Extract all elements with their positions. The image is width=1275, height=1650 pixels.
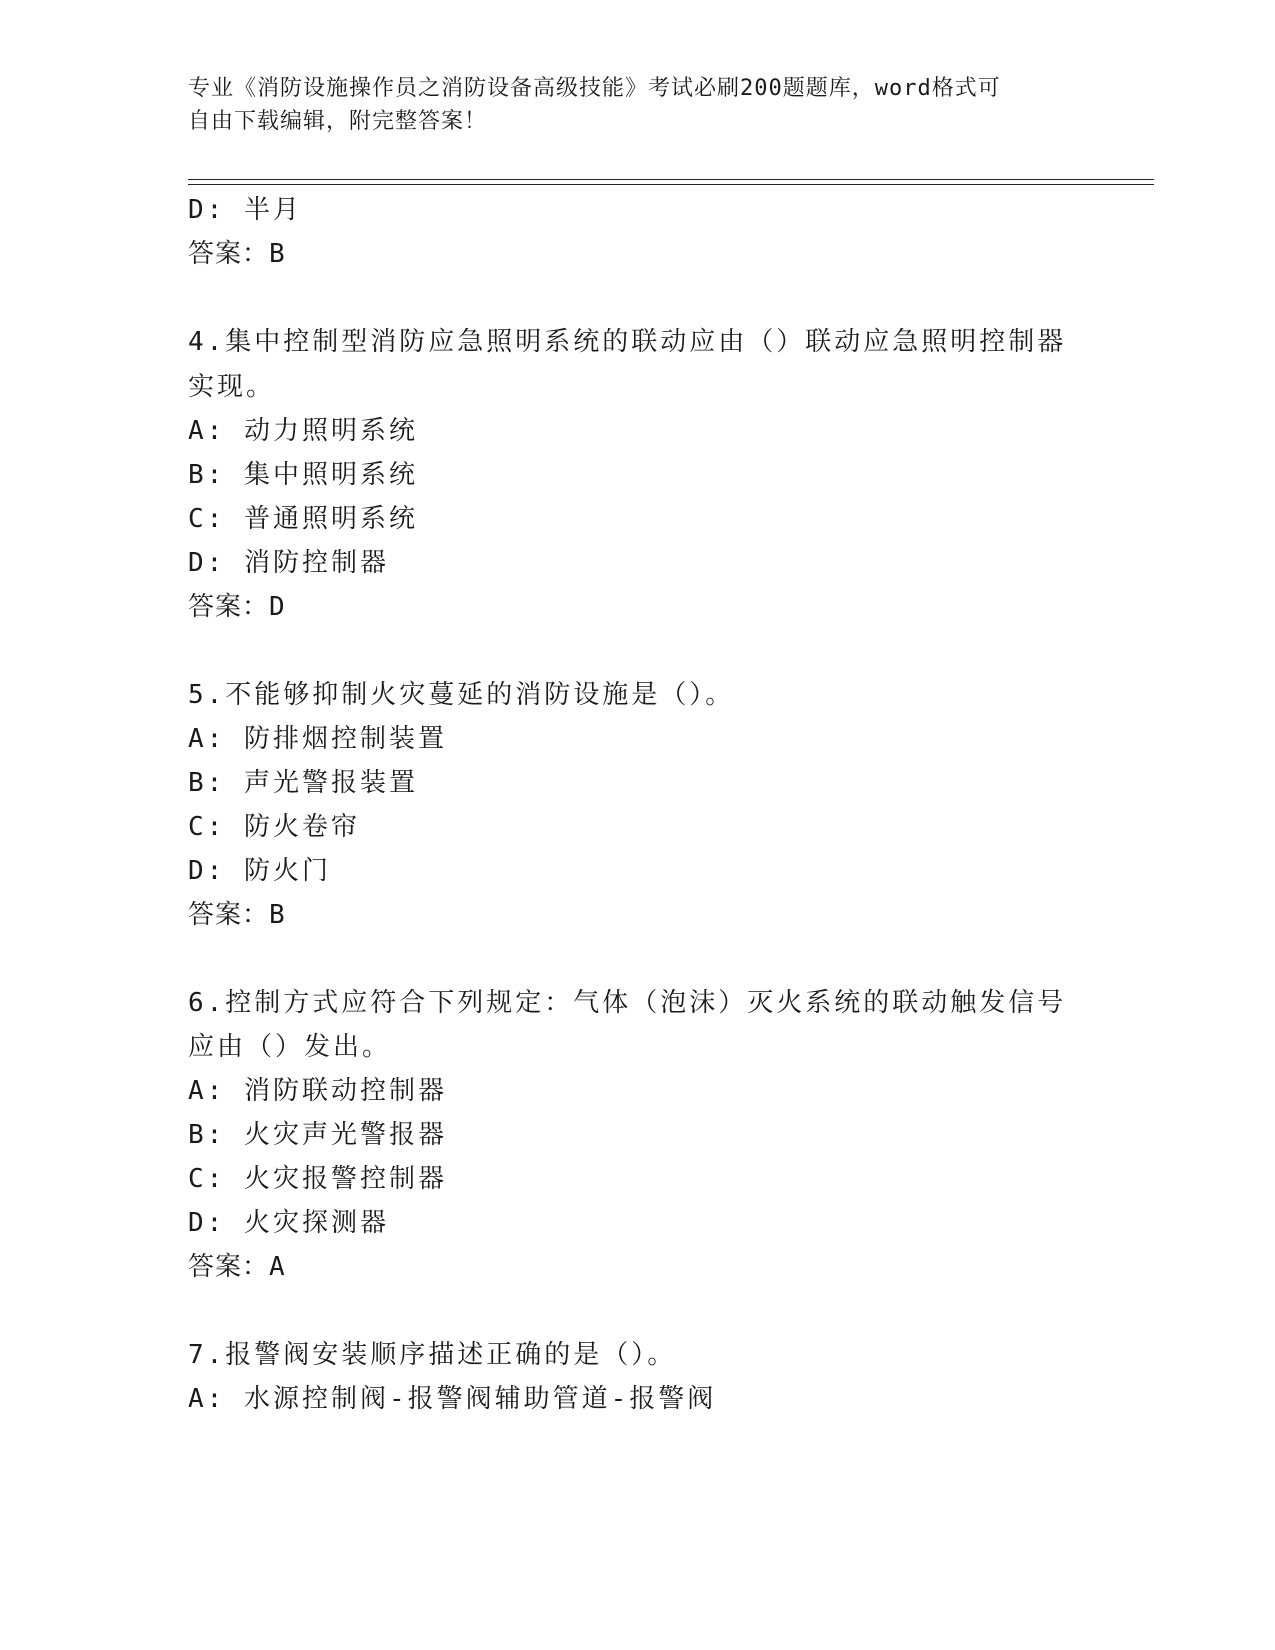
option-d: D: 消防控制器: [188, 548, 389, 578]
option-c: C: 普通照明系统: [188, 504, 418, 534]
option-d: D: 防火门: [188, 856, 331, 886]
option-a: A: 防排烟控制装置: [188, 724, 447, 754]
option-c: C: 防火卷帘: [188, 812, 360, 842]
option-d: D: 半月: [188, 195, 302, 225]
option-b: B: 火灾声光警报器: [188, 1120, 447, 1150]
question-stem: 4.集中控制型消防应急照明系统的联动应由（）联动应急照明控制器: [188, 327, 1067, 357]
answer: 答案：B: [188, 900, 286, 930]
question-stem-continued: 应由（）发出。: [188, 1032, 392, 1062]
option-a: A: 消防联动控制器: [188, 1076, 447, 1106]
question-stem: 6.控制方式应符合下列规定：气体（泡沫）灭火系统的联动触发信号: [188, 988, 1067, 1018]
question-stem: 5.不能够抑制火灾蔓延的消防设施是（）。: [188, 680, 735, 710]
option-a: A: 水源控制阀-报警阀辅助管道-报警阀: [188, 1384, 717, 1414]
option-d: D: 火灾探测器: [188, 1208, 389, 1238]
document-header: [188, 72, 1068, 138]
option-b: B: 声光警报装置: [188, 768, 418, 798]
header-line-1: 专业《消防设施操作员之消防设备高级技能》考试必刷200题题库，word格式可: [188, 76, 1001, 101]
option-a: A: 动力照明系统: [188, 416, 418, 446]
option-c: C: 火灾报警控制器: [188, 1164, 447, 1194]
header-divider-top: [188, 179, 1154, 180]
question-stem: 7.报警阀安装顺序描述正确的是（）。: [188, 1340, 677, 1370]
answer: 答案：D: [188, 592, 286, 622]
answer: 答案：B: [188, 239, 286, 269]
header-line-2: 自由下载编辑，附完整答案！: [188, 109, 488, 134]
question-stem-continued: 实现。: [188, 372, 276, 402]
answer: 答案：A: [188, 1252, 286, 1282]
option-b: B: 集中照明系统: [188, 460, 418, 490]
header-divider-bottom: [188, 184, 1154, 185]
